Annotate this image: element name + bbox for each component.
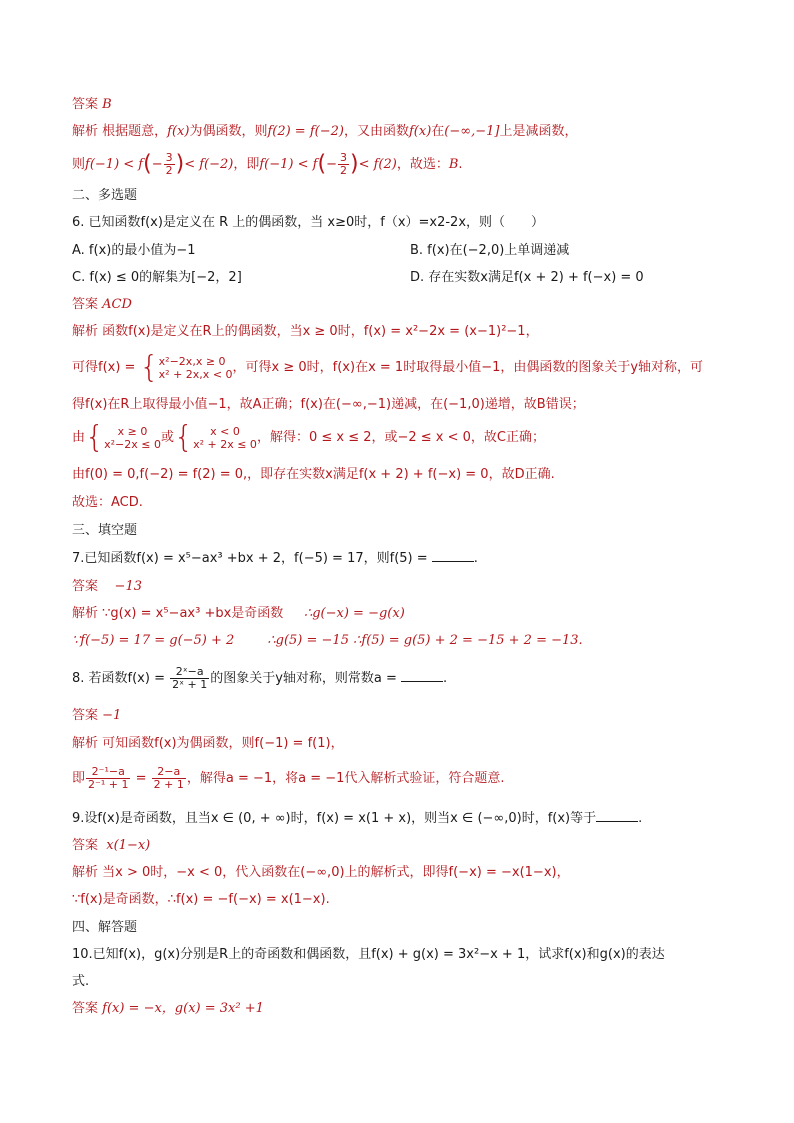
option-c: C. f(x) ≤ 0的解集为[−2，2]: [72, 270, 242, 285]
answer-6: 答案 ACD: [72, 297, 132, 312]
answer-9: 答案 x(1−x): [72, 838, 151, 853]
analysis-5-line2: 则f(−1) < f(− $\frac{3}{2}$ )< f(−2)，即f(−1) < f(− $\frac{3}{2}$ )< f(2)，故选：B.: [72, 151, 463, 177]
fraction: $\frac{2-a}{2 + 1}$: [153, 765, 184, 791]
analysis-9-line1: 解析 当x > 0时，−x < 0，代入函数在(−∞,0)上的解析式，即得f(−x) = −x(1−x)，: [72, 865, 570, 880]
analysis-6-line5: 由f(0) = 0,f(−2) = f(2) = 0,，即存在实数x满足f(x + 2) + f(−x) = 0，故D正确.: [72, 467, 555, 482]
analysis-5-line1: 解析 根据题意，f(x)为偶函数，则f(2) = f(−2)，又由函数f(x)在(−∞,−1]上是减函数，: [72, 124, 578, 139]
analysis-6-line2: 可得f(x) = {x²−2x,x ≥ 0 x² + 2x,x < 0，可得x ≥ 0时，f(x)在x = 1时取得最小值−1，由偶函数的图象关于y轴对称，可: [72, 349, 704, 385]
question-8: 8. 若函数f(x) = $\frac{\text{2ˣ−a}}{\text{2ˣ + 1}}$ 的图象关于y轴对称，则常数a = .: [72, 665, 448, 691]
analysis-8-line1: 解析 可知函数f(x)为偶函数，则f(−1) = f(1)，: [72, 736, 344, 751]
question-9: 9.设f(x)是奇函数，且当x ∈ (0, + ∞)时，f(x) = x(1 + x)，则当x ∈ (−∞,0)时，f(x)等于 .: [72, 811, 643, 826]
answer-blank: [432, 549, 474, 562]
question-10-line1: 10.已知f(x)，g(x)分别是R上的奇函数和偶函数，且f(x) + g(x) = 3x²−x + 1，试求f(x)和g(x)的表达: [72, 947, 665, 962]
section-multiple-choice: 二、多选题: [72, 188, 138, 203]
analysis-7-line1: 解析 ∵g(x) = x⁵−ax³ +bx是奇函数 ∴g(−x) = −g(x): [72, 606, 405, 621]
options-cd: [72, 268, 734, 288]
question-10-line2: 式.: [72, 974, 90, 989]
analysis-6-line4: 由{ x ≥ 0 x²−2x ≤ 0或{ x < 0 x² + 2x ≤ 0，解得：0 ≤ x ≤ 2，或−2 ≤ x < 0，故C正确；: [72, 419, 546, 455]
option-d: D. 存在实数x满足f(x + 2) + f(−x) = 0: [410, 270, 644, 285]
fraction: $\frac{3}{2}$: [165, 151, 173, 177]
answer-blank: [596, 809, 638, 822]
answer-8: 答案 −1: [72, 708, 122, 723]
question-6: 6. 已知函数f(x)是定义在 R 上的偶函数，当 x≥0时，f（x）=x2-2x，则（ ）: [72, 215, 545, 230]
analysis-7-line2: ∵f(−5) = 17 = g(−5) + 2 ∴g(5) = −15 ∴f(5) = g(5) + 2 = −15 + 2 = −13.: [72, 633, 583, 648]
question-7: 7.已知函数f(x) = x⁵−ax³ +bx + 2，f(−5) = 17，则f(5) = .: [72, 551, 478, 566]
answer-blank: [401, 669, 443, 682]
analysis-6-line1: 解析 函数f(x)是定义在R上的偶函数，当x ≥ 0时，f(x) = x²−2x = (x−1)²−1，: [72, 324, 539, 339]
analysis-6-line6: 故选：ACD.: [72, 495, 143, 510]
fraction: $\frac{\text{2ˣ−a}}{\text{2ˣ + 1}}$: [172, 665, 208, 691]
section-solution: 四、解答题: [72, 920, 138, 935]
fraction: $\frac{\text{2⁻¹−a}}{\text{2⁻¹ + 1}}$: [88, 765, 129, 791]
option-b: B. f(x)在(−2,0)上单调递减: [410, 243, 570, 258]
answer-7: 答案 −13: [72, 579, 142, 594]
section-fill-blank: 三、填空题: [72, 523, 138, 538]
fraction: $\frac{3}{2}$: [339, 151, 347, 177]
option-a: A. f(x)的最小值为−1: [72, 243, 196, 258]
answer-10: 答案 f(x) = −x，g(x) = 3x² +1: [72, 1001, 264, 1016]
answer-5: 答案 B: [72, 97, 112, 112]
analysis-9-line2: ∵f(x)是奇函数，∴f(x) = −f(−x) = x(1−x).: [72, 892, 330, 907]
analysis-8-line2: 即 $\frac{\text{2⁻¹−a}}{\text{2⁻¹ + 1}}$ = $\frac{2-a}{2 + 1}$ ，解得a = −1，将a = −1代入解析式验证，符合题意.: [72, 765, 505, 791]
options-ab: [72, 241, 734, 261]
analysis-6-line3: 得f(x)在R上取得最小值−1，故A正确；f(x)在(−∞,−1)递减，在(−1,0)递增，故B错误；: [72, 397, 585, 412]
